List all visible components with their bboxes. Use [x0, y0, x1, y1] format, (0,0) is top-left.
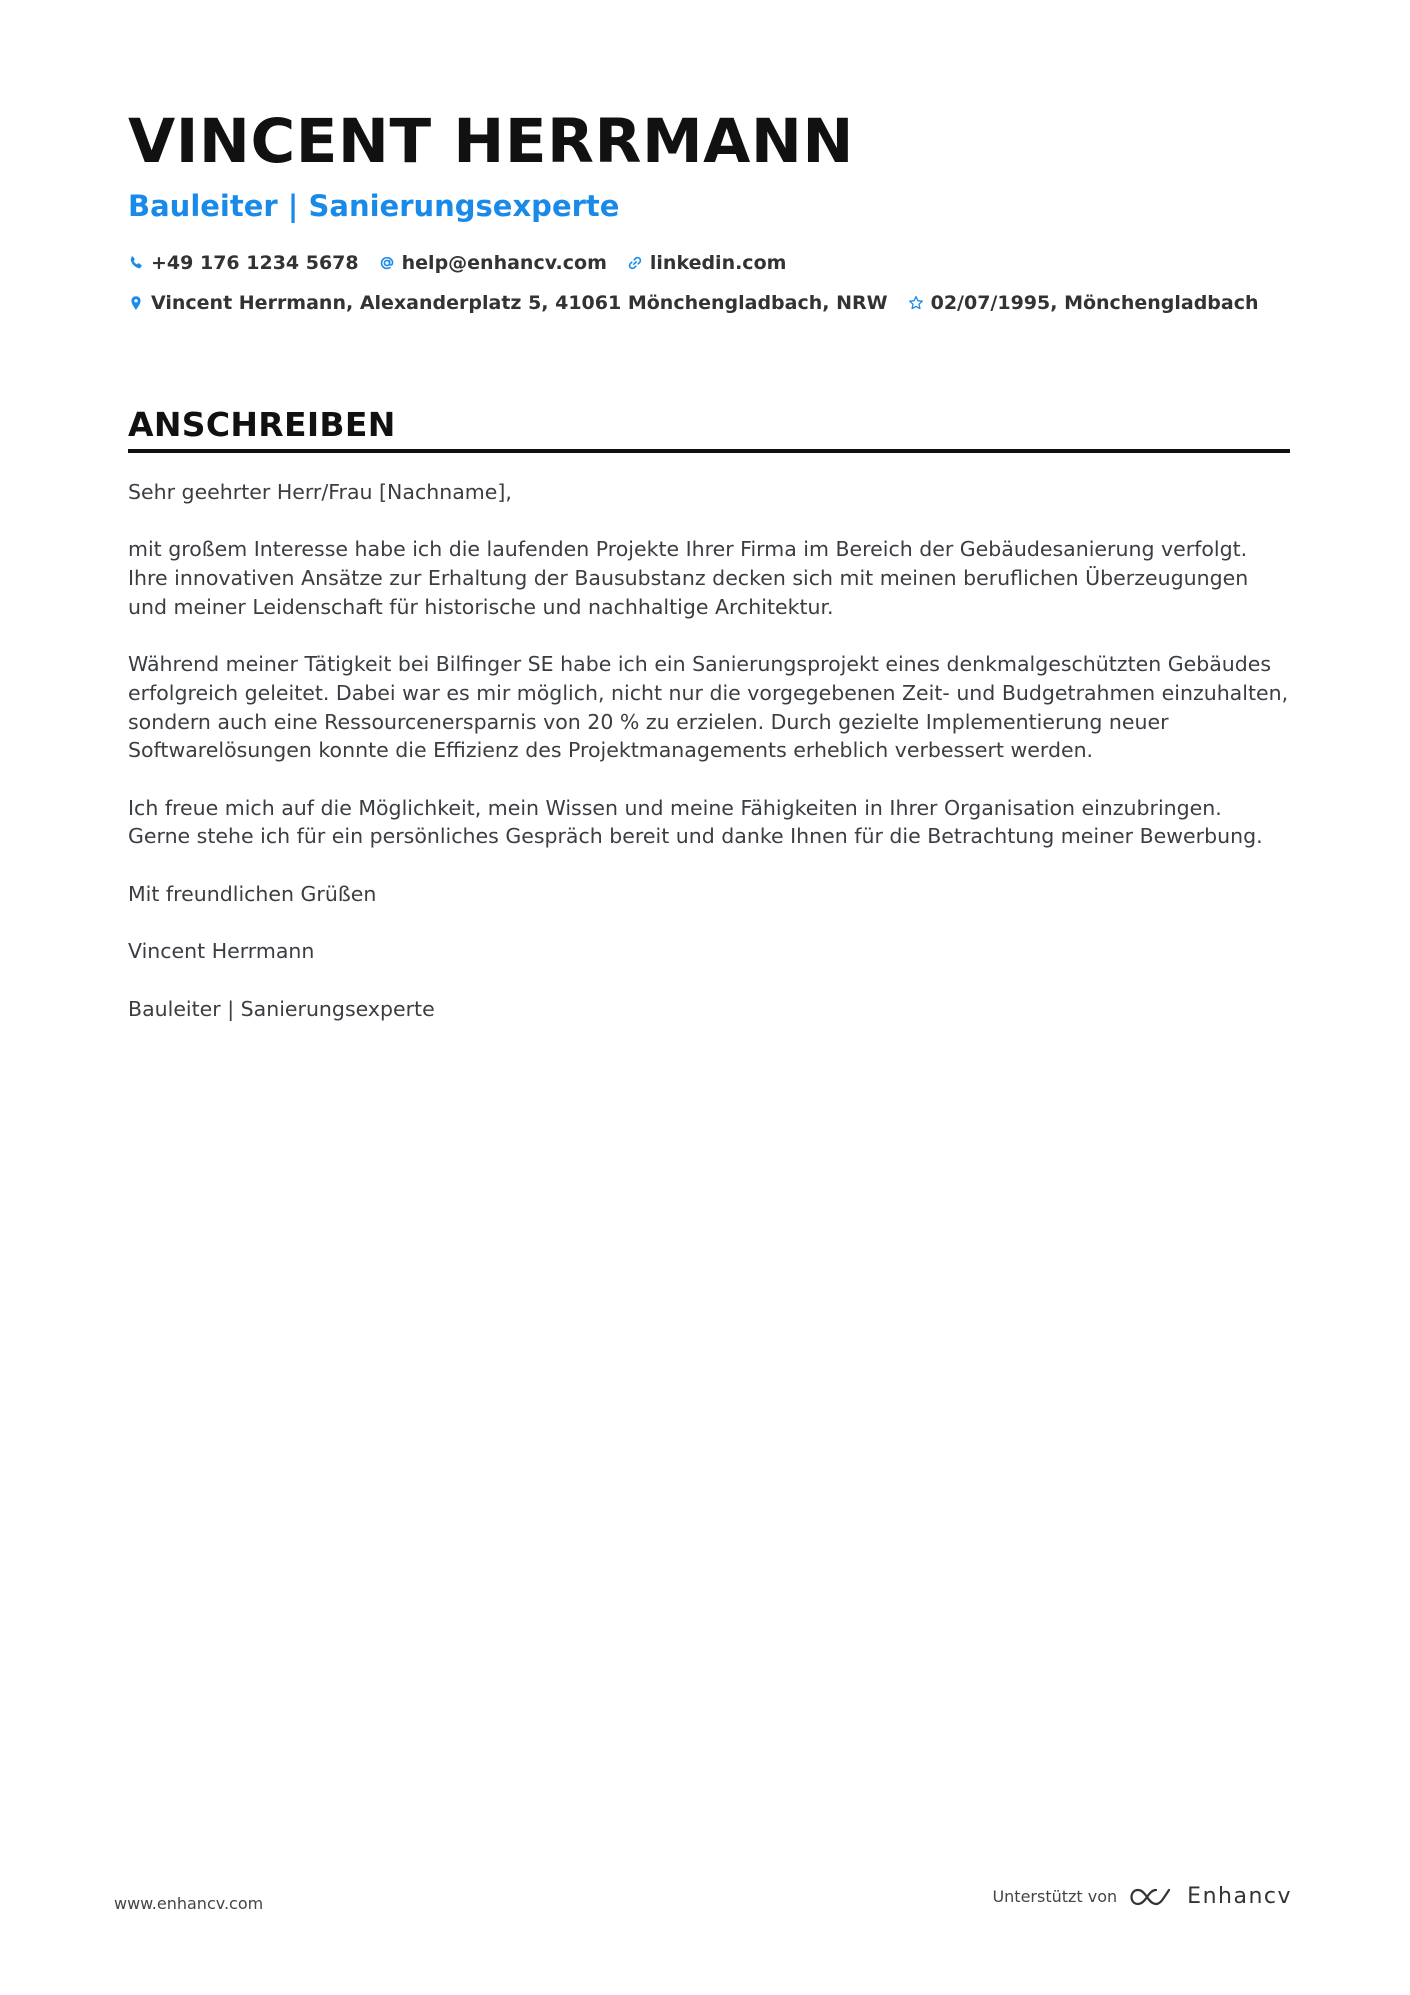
candidate-name: VINCENT HERRMANN	[128, 106, 854, 177]
section-divider	[128, 449, 1290, 453]
letter-paragraph: Ich freue mich auf die Möglichkeit, mein Wissen und meine Fähigkeiten in Ihrer Organisation einzubringen. Gerne stehe ich für ein persönliches Gespräch bereit und danke Ihnen für die Betrachtung meiner Bewerbung.	[128, 795, 1263, 849]
footer-website[interactable]: www.enhancv.com	[114, 1894, 264, 1913]
phone-icon	[128, 255, 144, 271]
signature-name: Vincent Herrmann	[128, 939, 315, 964]
letter-paragraph: mit großem Interesse habe ich die laufenden Projekte Ihrer Firma im Bereich der Gebäudesanierung verfolgt. Ihre innovativen Ansätze zur Erhaltung der Bausubstanz decken sich mit meinen beruflichen Überzeugungen und meiner Leidenschaft für historische und nachhaltige Architektur.	[128, 537, 1249, 619]
address-text: Vincent Herrmann, Alexanderplatz 5, 41061 Mönchengladbach, NRW	[151, 291, 888, 314]
enhancv-logo-icon	[1129, 1885, 1173, 1909]
header	[128, 108, 1288, 314]
email-text: help@enhancv.com	[401, 251, 607, 274]
closing: Mit freundlichen Grüßen	[128, 881, 377, 906]
footer-powered-by	[992, 1884, 1292, 1909]
contact-phone	[128, 252, 359, 274]
contact-email[interactable]	[379, 252, 607, 274]
linkedin-text: linkedin.com	[649, 251, 787, 274]
contact-linkedin[interactable]	[627, 252, 787, 274]
letter-paragraph: Während meiner Tätigkeit bei Bilfinger SE habe ich ein Sanierungsprojekt eines denkmalgeschützten Gebäudes erfolgreich geleitet. Dabei war es mir möglich, nicht nur die vorgegebenen Zeit- und Budgetrahmen einzuhalten, sondern auch eine Ressourcenersparnis von 20 % zu erzielen. Durch gezielte Implementierung neuer Softwarelösungen konnte die Effizienz des Projektmanagements erheblich verbessert werden.	[128, 652, 1289, 763]
candidate-role: Bauleiter | Sanierungsexperte	[128, 189, 620, 224]
contact-birth	[908, 292, 1259, 314]
section-header	[128, 405, 1290, 453]
at-icon	[379, 255, 395, 271]
link-icon	[627, 255, 643, 271]
star-icon	[908, 295, 924, 311]
contact-row-2	[128, 292, 1288, 314]
contact-address	[128, 292, 888, 314]
phone-text: +49 176 1234 5678	[151, 251, 359, 274]
section-title: ANSCHREIBEN	[128, 405, 396, 444]
brand-name: Enhancv	[1187, 1884, 1292, 1909]
location-pin-icon	[128, 295, 144, 311]
contact-row-1	[128, 252, 1288, 274]
enhancv-brand[interactable]	[1129, 1884, 1292, 1909]
birth-text: 02/07/1995, Mönchengladbach	[930, 291, 1259, 314]
signature-title: Bauleiter | Sanierungsexperte	[128, 996, 435, 1021]
letter-body	[128, 478, 1290, 1052]
salutation: Sehr geehrter Herr/Frau [Nachname],	[128, 480, 512, 504]
powered-by-text: Unterstützt von	[992, 1887, 1118, 1906]
